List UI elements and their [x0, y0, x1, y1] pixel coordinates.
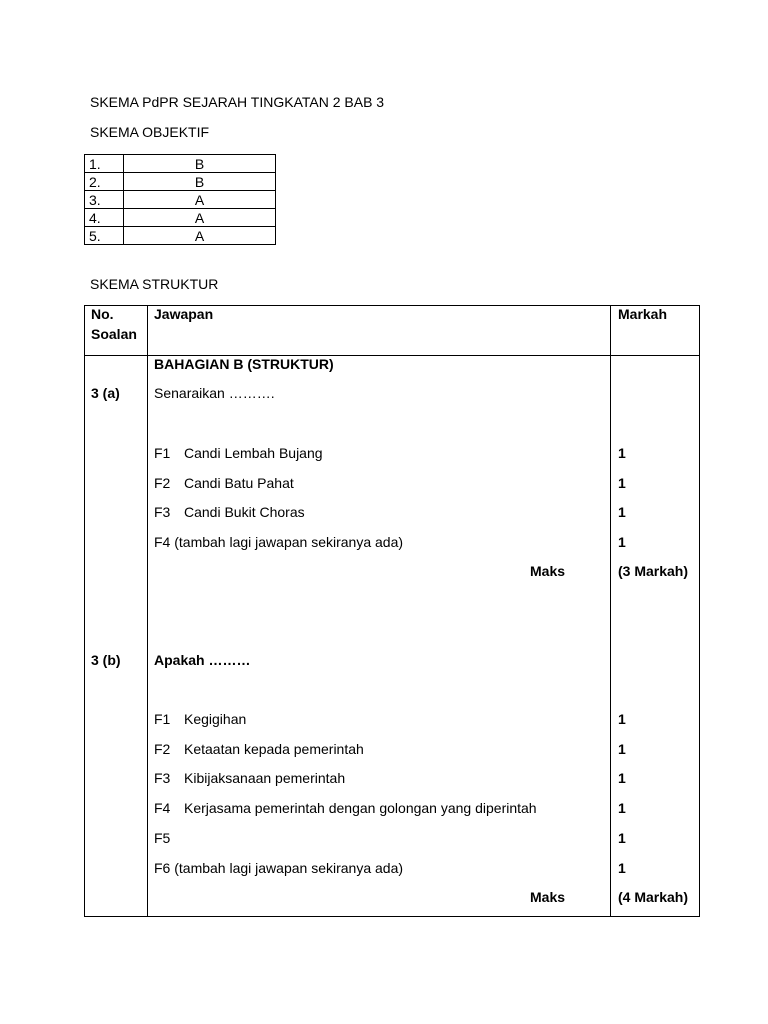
question-prompt: Apakah ………: [154, 652, 251, 668]
answer-text: Kerjasama pemerintah dengan golongan yang diperintah: [184, 800, 537, 816]
answer-text: Candi Batu Pahat: [184, 475, 294, 491]
mark-value: 1: [618, 445, 626, 461]
column-divider: [147, 306, 148, 916]
answer-cell: A: [124, 227, 276, 245]
table-row: [85, 209, 276, 227]
header-marks: Markah: [618, 306, 668, 322]
question-number: 1.: [85, 155, 124, 173]
answer-text: Candi Lembah Bujang: [184, 445, 323, 461]
header-no-line1: No.: [91, 306, 114, 322]
mark-value: 1: [618, 475, 626, 491]
answer-cell: A: [124, 191, 276, 209]
answer-cell: B: [124, 173, 276, 191]
mark-value: 1: [618, 711, 626, 727]
document-title: SKEMA PdPR SEJARAH TINGKATAN 2 BAB 3: [90, 94, 385, 110]
question-label: 3 (b): [91, 652, 121, 668]
answer-text: Candi Bukit Choras: [184, 504, 305, 520]
structure-table: [84, 305, 700, 917]
answer-item: [154, 739, 364, 759]
question-number: 2.: [85, 173, 124, 191]
answer-item: [154, 502, 305, 522]
answer-item: [154, 709, 246, 729]
answer-text: (tambah lagi jawapan sekiranya ada): [174, 860, 404, 876]
mark-value: 1: [618, 800, 626, 816]
max-marks: (3 Markah): [618, 563, 689, 579]
answer-text: (tambah lagi jawapan sekiranya ada): [174, 534, 404, 550]
answer-code: F1: [154, 445, 171, 461]
table-row: [85, 227, 276, 245]
mark-value: 1: [618, 860, 626, 876]
answer-cell: B: [124, 155, 276, 173]
answer-item: [154, 768, 345, 788]
answer-item: [154, 473, 294, 493]
answer-code: F4: [154, 534, 171, 550]
question-number: 3.: [85, 191, 124, 209]
table-row: [85, 173, 276, 191]
answer-item: [154, 532, 403, 552]
mark-value: 1: [618, 770, 626, 786]
structure-title: SKEMA STRUKTUR: [90, 276, 219, 292]
answer-text: Kegigihan: [184, 711, 247, 727]
answer-text: Ketaatan kepada pemerintah: [184, 741, 364, 757]
question-number: 5.: [85, 227, 124, 245]
question-prompt: Senaraikan ……….: [154, 385, 275, 401]
answer-cell: A: [124, 209, 276, 227]
answer-code: F1: [154, 711, 171, 727]
mark-value: 1: [618, 830, 626, 846]
objective-table: [84, 154, 276, 245]
answer-code: F4: [154, 800, 171, 816]
answer-code: F3: [154, 504, 171, 520]
answer-code: F3: [154, 770, 171, 786]
max-label: Maks: [530, 563, 566, 579]
header-answer: Jawapan: [154, 306, 214, 322]
question-number: 4.: [85, 209, 124, 227]
answer-item: [154, 798, 537, 818]
answer-code: F2: [154, 475, 171, 491]
mark-value: 1: [618, 534, 626, 550]
question-label: 3 (a): [91, 385, 120, 401]
section-heading: BAHAGIAN B (STRUKTUR): [154, 356, 334, 372]
answer-code: F2: [154, 741, 171, 757]
mark-value: 1: [618, 741, 626, 757]
objective-title: SKEMA OBJEKTIF: [90, 124, 210, 140]
max-label: Maks: [530, 889, 566, 905]
answer-code: F5: [154, 830, 171, 846]
answer-text: Kibijaksanaan pemerintah: [184, 770, 346, 786]
answer-code: F6: [154, 860, 171, 876]
answer-item: [154, 828, 184, 848]
mark-value: 1: [618, 504, 626, 520]
header-no-line2: Soalan: [91, 326, 137, 342]
table-row: [85, 191, 276, 209]
answer-item: [154, 858, 403, 878]
column-divider: [610, 306, 611, 916]
table-row: [85, 155, 276, 173]
answer-item: [154, 443, 323, 463]
max-marks: (4 Markah): [618, 889, 689, 905]
